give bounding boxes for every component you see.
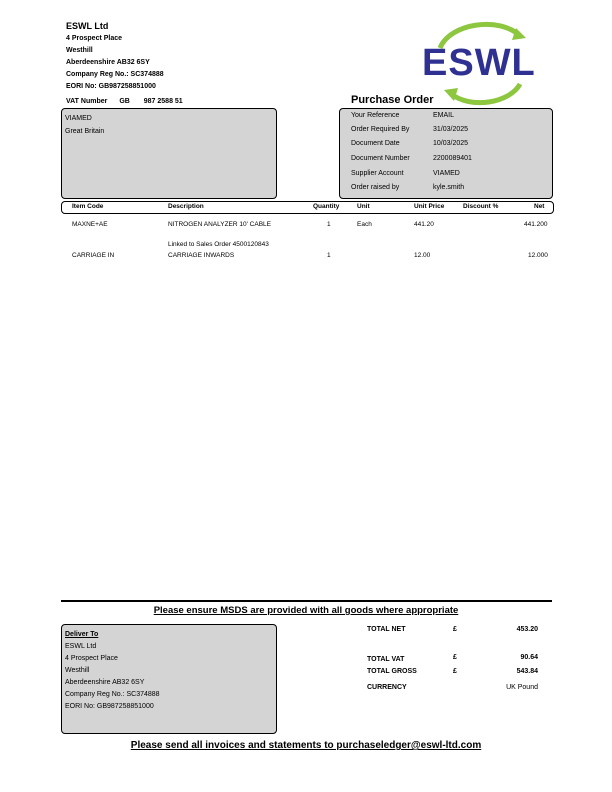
detail-label: Order raised by <box>351 184 400 191</box>
table-row-qty: 1 <box>327 252 331 259</box>
detail-label: Supplier Account <box>351 170 404 177</box>
col-item-code: Item Code <box>72 203 104 210</box>
deliver-to-box <box>61 624 277 734</box>
detail-value: VIAMED <box>433 170 460 177</box>
total-gross-value: 543.84 <box>516 668 538 675</box>
msds-notice: Please ensure MSDS are provided with all goods where appropriate <box>153 605 459 616</box>
company-address-2: Westhill <box>66 47 93 54</box>
table-row-net: 12.000 <box>528 252 548 259</box>
vat-value: 987 2588 51 <box>143 98 183 105</box>
logo-text: ESWL <box>422 42 536 84</box>
supplier-country: Great Britain <box>65 128 105 135</box>
table-row-net: 441.200 <box>524 221 548 228</box>
col-description: Description <box>168 203 204 210</box>
table-row-price: 12.00 <box>414 252 431 259</box>
vat-number <box>66 98 183 105</box>
table-row-desc: CARRIAGE INWARDS <box>168 252 235 259</box>
table-row-item: CARRIAGE IN <box>72 252 115 259</box>
detail-value: 2200089401 <box>433 155 472 162</box>
deliver-to-line: 4 Prospect Place <box>65 655 118 662</box>
col-unit-price: Unit Price <box>414 203 445 210</box>
deliver-to-line: EORI No: GB987258851000 <box>65 703 154 710</box>
section-divider <box>61 600 552 602</box>
eswl-logo <box>420 18 545 108</box>
company-header <box>66 19 164 93</box>
detail-label: Document Number <box>351 155 410 162</box>
table-row-desc: NITROGEN ANALYZER 10' CABLE <box>168 221 271 228</box>
total-gross-currency: £ <box>453 668 457 675</box>
table-row-item: MAXNE+AE <box>72 221 108 228</box>
col-net: Net <box>534 203 545 210</box>
detail-value: kyle.smith <box>433 184 465 191</box>
table-row-qty: 1 <box>327 221 331 228</box>
detail-value: EMAIL <box>433 112 455 119</box>
order-details-box <box>339 108 553 199</box>
total-vat-currency: £ <box>453 654 457 661</box>
detail-label: Document Date <box>351 140 400 147</box>
total-net-value: 453.20 <box>516 626 538 633</box>
total-net-currency: £ <box>453 626 457 633</box>
deliver-to-line: ESWL Ltd <box>65 643 97 650</box>
company-eori: EORI No: GB987258851000 <box>66 83 156 90</box>
detail-value: 10/03/2025 <box>433 140 469 147</box>
table-row-note: Linked to Sales Order 4500120843 <box>168 241 269 248</box>
company-name: ESWL Ltd <box>66 21 109 31</box>
vat-label: VAT Number <box>66 98 108 105</box>
col-discount: Discount % <box>463 203 499 210</box>
detail-value: 31/03/2025 <box>433 126 469 133</box>
vat-prefix: GB <box>119 98 130 105</box>
page-title: Purchase Order <box>351 94 434 106</box>
currency-label: CURRENCY <box>367 684 407 691</box>
table-row-unit: Each <box>357 221 372 228</box>
company-address-3: Aberdeenshire AB32 6SY <box>66 59 150 66</box>
deliver-to-line: Aberdeenshire AB32 6SY <box>65 679 145 686</box>
deliver-to-line: Westhill <box>65 667 90 674</box>
company-reg: Company Reg No.: SC374888 <box>66 71 164 78</box>
col-quantity: Quantity <box>313 203 340 210</box>
company-address-1: 4 Prospect Place <box>66 35 123 42</box>
deliver-to-title: Deliver To <box>65 631 99 638</box>
total-gross-label: TOTAL GROSS <box>367 668 417 675</box>
table-row-price: 441.20 <box>414 221 434 228</box>
col-unit: Unit <box>357 203 370 210</box>
supplier-name: VIAMED <box>65 115 92 122</box>
detail-label: Order Required By <box>351 126 410 133</box>
total-vat-value: 90.64 <box>520 654 538 661</box>
currency-value: UK Pound <box>506 684 538 691</box>
deliver-to-line: Company Reg No.: SC374888 <box>65 691 160 698</box>
invoice-notice: Please send all invoices and statements to purchaseledger@eswl-ltd.com <box>130 740 482 751</box>
detail-label: Your Reference <box>351 112 400 119</box>
total-vat-label: TOTAL VAT <box>367 656 405 663</box>
total-net-label: TOTAL NET <box>367 626 406 633</box>
supplier-box <box>61 108 277 199</box>
